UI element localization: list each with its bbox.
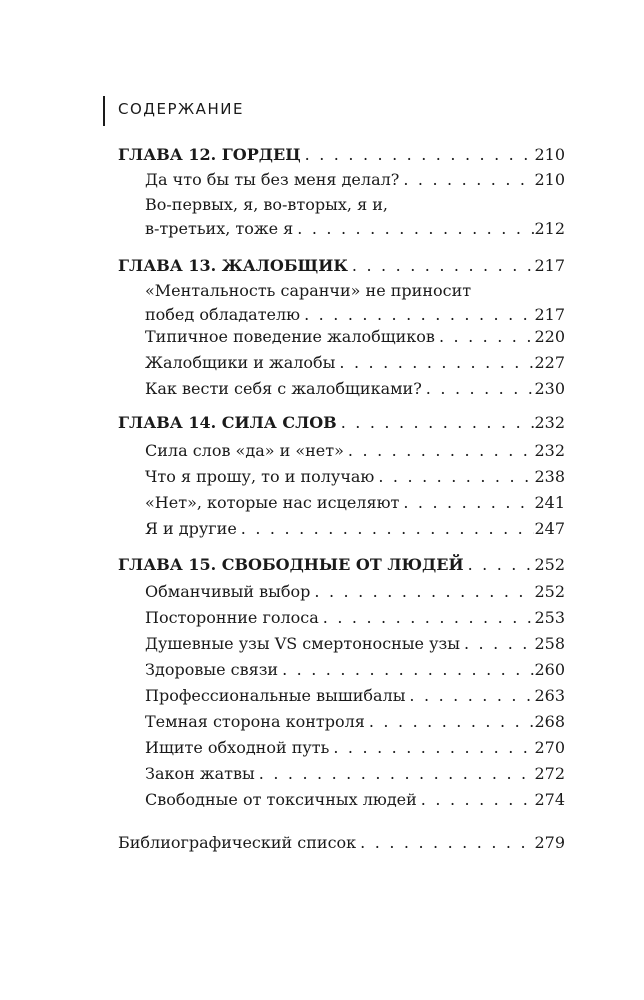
toc-entry[interactable] xyxy=(145,606,565,630)
toc-entry[interactable] xyxy=(145,465,565,489)
toc-chapter-12[interactable] xyxy=(118,143,565,167)
leader-dots xyxy=(301,143,535,167)
page-title: СОДЕРЖАНИЕ xyxy=(118,100,244,118)
leader-dots xyxy=(237,517,535,541)
page-number: 252 xyxy=(534,555,565,574)
entry-title: Здоровые связи xyxy=(145,660,279,679)
entry-title: Типичное поведение жалобщиков xyxy=(145,327,435,346)
leader-dots xyxy=(337,411,535,435)
toc-entry[interactable] xyxy=(145,377,565,401)
chapter-title: ГЛАВА 14. СИЛА СЛОВ xyxy=(118,413,337,432)
page-number: 238 xyxy=(534,467,565,486)
leader-dots xyxy=(335,351,534,375)
leader-dots xyxy=(417,788,535,812)
entry-title: Свободные от токсичных людей xyxy=(145,790,417,809)
page-number: 232 xyxy=(534,441,565,460)
entry-title: Посторонние голоса xyxy=(145,608,319,627)
toc-entry[interactable] xyxy=(145,684,565,708)
leader-dots xyxy=(319,606,535,630)
toc-entry[interactable] xyxy=(145,710,565,734)
page-number: 253 xyxy=(534,608,565,627)
page-number: 252 xyxy=(534,582,565,601)
chapter-title: ГЛАВА 15. СВОБОДНЫЕ ОТ ЛЮДЕЙ xyxy=(118,555,464,574)
leader-dots xyxy=(293,217,534,241)
entry-title: Библиографический список xyxy=(118,833,357,852)
toc-entry[interactable] xyxy=(145,193,565,241)
entry-title-line: Во-первых, я, во-вторых, я и, xyxy=(145,195,389,214)
leader-dots xyxy=(405,684,534,708)
entry-title: Обманчивый выбор xyxy=(145,582,311,601)
page-number: 258 xyxy=(534,634,565,653)
page-number: 279 xyxy=(534,833,565,852)
page-number: 220 xyxy=(534,327,565,346)
toc-entry[interactable] xyxy=(145,325,565,349)
page-number: 217 xyxy=(534,256,565,275)
entry-title: Как вести себя с жалобщиками? xyxy=(145,379,422,398)
leader-dots xyxy=(278,658,534,682)
leader-dots xyxy=(365,710,535,734)
leader-dots xyxy=(356,831,534,855)
entry-title: «Нет», которые нас исцеляют xyxy=(145,493,400,512)
toc-entry[interactable] xyxy=(145,788,565,812)
toc-chapter-13[interactable] xyxy=(118,254,565,278)
entry-title: Душевные узы VS смертоносные узы xyxy=(145,634,460,653)
toc-entry[interactable] xyxy=(145,517,565,541)
toc-entry[interactable] xyxy=(145,168,565,192)
page-number: 270 xyxy=(534,738,565,757)
toc-entry[interactable] xyxy=(145,279,565,327)
leader-dots xyxy=(255,762,535,786)
leader-dots xyxy=(348,254,535,278)
entry-title: Ищите обходной путь xyxy=(145,738,330,757)
page-number: 247 xyxy=(534,519,565,538)
page-number: 272 xyxy=(534,764,565,783)
page-number: 268 xyxy=(534,712,565,731)
chapter-title: ГЛАВА 12. ГОРДЕЦ xyxy=(118,145,301,164)
leader-dots xyxy=(344,439,535,463)
toc-chapter-15[interactable] xyxy=(118,553,565,577)
entry-title: Я и другие xyxy=(145,519,237,538)
page-number: 263 xyxy=(534,686,565,705)
toc-entry[interactable] xyxy=(145,736,565,760)
page-number: 212 xyxy=(534,219,565,238)
toc-entry[interactable] xyxy=(145,658,565,682)
leader-dots xyxy=(399,168,534,192)
page-number: 274 xyxy=(534,790,565,809)
entry-title: Да что бы ты без меня делал? xyxy=(145,170,400,189)
leader-dots xyxy=(374,465,534,489)
page-number: 210 xyxy=(534,170,565,189)
toc-entry[interactable] xyxy=(145,632,565,656)
page-number: 210 xyxy=(534,145,565,164)
page-number: 217 xyxy=(534,305,565,324)
leader-dots xyxy=(329,736,534,760)
toc-entry[interactable] xyxy=(145,762,565,786)
page-number: 227 xyxy=(534,353,565,372)
toc-bibliography[interactable] xyxy=(118,831,565,855)
toc-entry[interactable] xyxy=(145,351,565,375)
page-number: 260 xyxy=(534,660,565,679)
leader-dots xyxy=(300,303,534,327)
chapter-title: ГЛАВА 13. ЖАЛОБЩИК xyxy=(118,256,348,275)
entry-title: Темная сторона контроля xyxy=(145,712,365,731)
entry-title: Что я прошу, то и получаю xyxy=(145,467,375,486)
toc-entry[interactable] xyxy=(145,491,565,515)
leader-dots xyxy=(460,632,534,656)
entry-title: Закон жатвы xyxy=(145,764,255,783)
entry-title: Жалобщики и жалобы xyxy=(145,353,336,372)
entry-title: в-третьих, тоже я xyxy=(145,219,294,238)
leader-dots xyxy=(435,325,535,349)
leader-dots xyxy=(464,553,535,577)
entry-title: побед обладателю xyxy=(145,305,301,324)
leader-dots xyxy=(310,580,534,604)
toc-entry[interactable] xyxy=(145,439,565,463)
page-number: 232 xyxy=(534,413,565,432)
entry-title: Сила слов «да» и «нет» xyxy=(145,441,344,460)
entry-title: Профессиональные вышибалы xyxy=(145,686,406,705)
entry-title-line: «Ментальность саранчи» не приносит xyxy=(145,281,472,300)
toc-entry[interactable] xyxy=(145,580,565,604)
toc-chapter-14[interactable] xyxy=(118,411,565,435)
leader-dots xyxy=(422,377,535,401)
page-number: 230 xyxy=(534,379,565,398)
page-number: 241 xyxy=(534,493,565,512)
leader-dots xyxy=(399,491,534,515)
